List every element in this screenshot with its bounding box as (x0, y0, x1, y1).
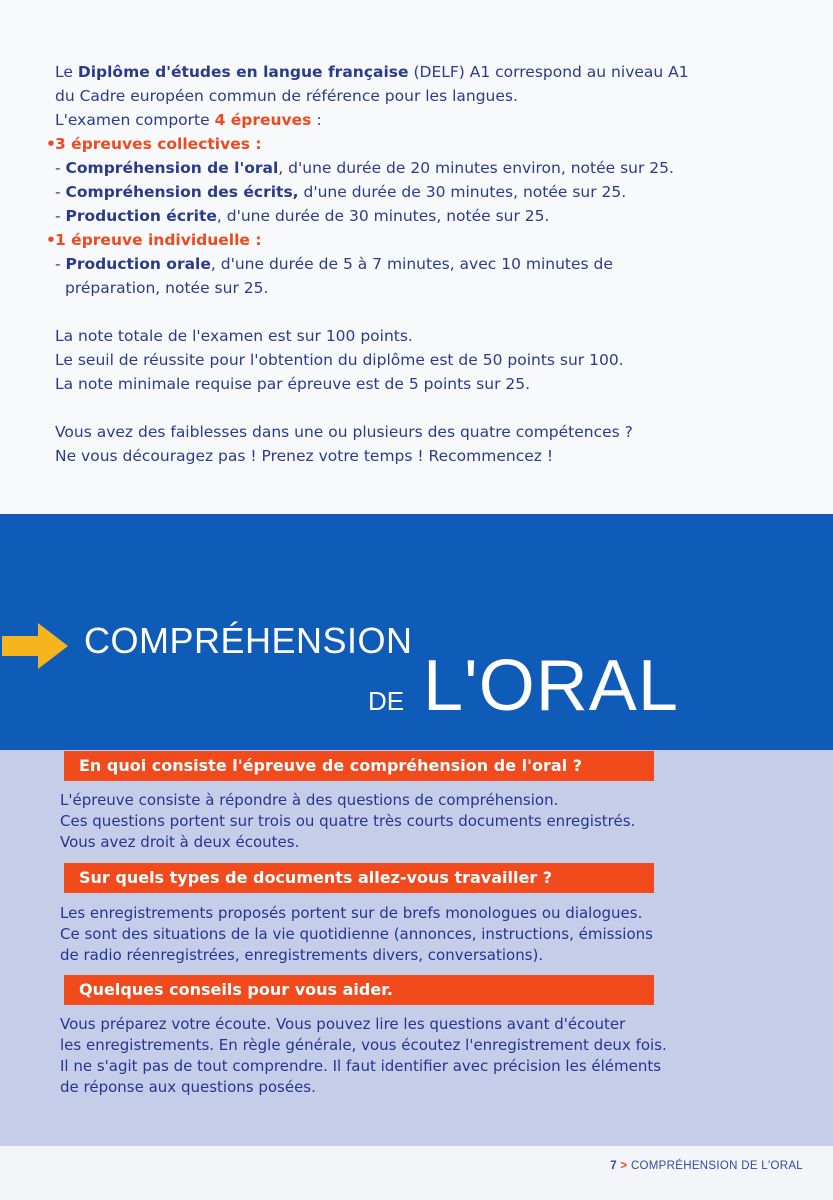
spacer (55, 396, 815, 420)
score-line: Le seuil de réussite pour l'obtention du diplôme est de 50 points sur 100. (55, 351, 624, 369)
epreuve-item: - Production orale, d'une durée de 5 à 7 minutes, avec 10 minutes de préparation, notée sur 25. (55, 255, 613, 297)
running-footer (610, 1160, 803, 1172)
paragraph-line: de réponse aux questions posées. (60, 1078, 316, 1096)
spacer (55, 300, 815, 324)
intro-text-run: Le (55, 63, 78, 81)
paragraph-line: L'épreuve consiste à répondre à des questions de compréhension. (60, 791, 559, 809)
epreuve-details: , d'une durée de 20 minutes environ, notée sur 25. (278, 159, 674, 177)
section-paragraph (60, 903, 740, 966)
section-heading: Quelques conseils pour vous aider. (64, 975, 654, 1005)
paragraph-line: Vous avez droit à deux écoutes. (60, 833, 300, 851)
epreuve-details: , d'une durée de 5 à 7 minutes, avec 10 minutes de (210, 255, 613, 273)
intro-text-run: L'examen comporte (55, 111, 215, 129)
encouragement-line: Ne vous découragez pas ! Prenez votre temps ! Recommencez ! (55, 447, 554, 465)
score-line: La note minimale requise par épreuve est de 5 points sur 25. (55, 375, 531, 393)
epreuve-item: - Production écrite, d'une durée de 30 minutes, notée sur 25. (55, 207, 550, 225)
epreuve-item: - Compréhension des écrits, d'une durée de 30 minutes, notée sur 25. (55, 183, 627, 201)
section-heading: En quoi consiste l'épreuve de compréhension de l'oral ? (64, 751, 654, 781)
diploma-name: Diplôme d'études en langue française (77, 63, 409, 81)
intro-text-run: (DELF) A1 correspond au niveau A1 (408, 63, 689, 81)
epreuve-name: Compréhension de l'oral (65, 159, 279, 177)
paragraph-line: les enregistrements. En règle générale, vous écoutez l'enregistrement deux fois. (60, 1036, 667, 1054)
epreuve-item: - Compréhension de l'oral, d'une durée de 20 minutes environ, notée sur 25. (55, 159, 674, 177)
section-heading: Sur quels types de documents allez-vous travailler ? (64, 863, 654, 893)
individual-title: • 1 épreuve individuelle : (55, 228, 815, 252)
epreuve-details: , d'une durée de 30 minutes, notée sur 25. (216, 207, 550, 225)
section-paragraph (60, 1014, 740, 1098)
epreuve-details: préparation, notée sur 25. (65, 279, 269, 297)
paragraph-line: Ce sont des situations de la vie quotidienne (annonces, instructions, émissions (60, 925, 653, 943)
paragraph-line: Ces questions portent sur trois ou quatre très courts documents enregistrés. (60, 812, 636, 830)
paragraph-line: Il ne s'agit pas de tout comprendre. Il faut identifier avec précision les éléments (60, 1057, 662, 1075)
page-footer (0, 1146, 833, 1200)
page-number: 7 (610, 1160, 617, 1172)
arrow-right-icon (2, 621, 70, 671)
epreuves-count: 4 épreuves (214, 111, 312, 129)
paragraph-line: de radio réenregistrées, enregistrements divers, conversations). (60, 946, 544, 964)
intro-text-run: : (311, 111, 322, 129)
collective-title: • 3 épreuves collectives : (55, 132, 815, 156)
banner-title-de: DE (368, 686, 405, 716)
banner-title-line1: COMPRÉHENSION (84, 620, 413, 661)
footer-section: COMPRÉHENSION DE L'ORAL (630, 1160, 803, 1172)
paragraph-line: Les enregistrements proposés portent sur de brefs monologues ou dialogues. (60, 904, 643, 922)
epreuve-name: Production orale (65, 255, 211, 273)
footer-separator: > (620, 1160, 628, 1172)
epreuve-name: Compréhension des écrits, (65, 183, 299, 201)
encouragement-line: Vous avez des faiblesses dans une ou plusieurs des quatre compétences ? (55, 423, 633, 441)
intro-line (55, 60, 815, 84)
banner-title-oral: L'ORAL (423, 646, 679, 726)
epreuve-name: Production écrite (65, 207, 217, 225)
section-paragraph (60, 790, 740, 853)
paragraph-line: Vous préparez votre écoute. Vous pouvez lire les questions avant d'écouter (60, 1015, 626, 1033)
intro-line: du Cadre européen commun de référence pour les langues. (55, 87, 518, 105)
intro-line (55, 108, 815, 132)
epreuve-details: d'une durée de 30 minutes, notée sur 25. (298, 183, 627, 201)
intro-text (55, 60, 815, 468)
score-line: La note totale de l'examen est sur 100 points. (55, 327, 413, 345)
